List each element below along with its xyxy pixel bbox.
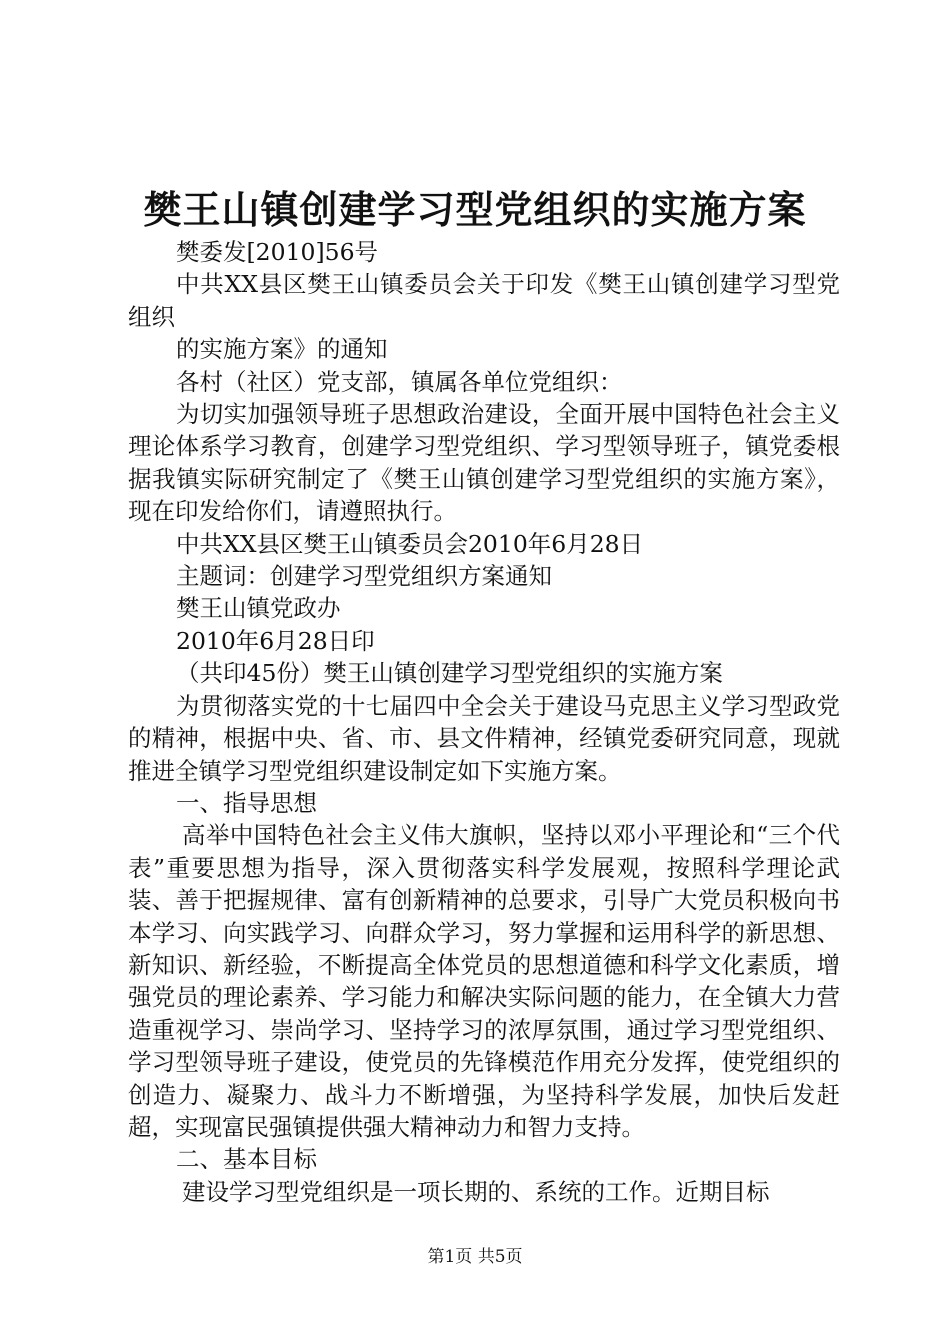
copies-and-plan-title: （共印45份）樊王山镇创建学习型党组织的实施方案 <box>176 659 723 688</box>
print-date: 2010年6月28日印 <box>176 626 375 655</box>
document-body <box>128 236 840 1208</box>
intro-paragraph: 为贯彻落实党的十七届四中全会关于建设马克思主义学习型政党的精神，根据中央、省、市、县文件精神，经镇党委研究同意，现就推进全镇学习型党组织建设制定如下实施方案。 <box>128 691 840 785</box>
section-heading-guiding-thought: 一、指导思想 <box>176 788 317 817</box>
addressee: 各村（社区）党支部，镇属各单位党组织： <box>176 367 623 396</box>
section-heading-basic-goals: 二、基本目标 <box>176 1145 317 1174</box>
notice-body-paragraph: 为切实加强领导班子思想政治建设，全面开展中国特色社会主义理论体系学习教育，创建学习型党组织、学习型领导班子，镇党委根据我镇实际研究制定了《樊王山镇创建学习型党组织的实施方案》，现在印发给你们，请遵照执行。 <box>128 400 840 526</box>
page-number-footer: 第1页 共5页 <box>427 1247 523 1267</box>
basic-goals-paragraph: 建设学习型党组织是一项长期的、系统的工作。近期目标 <box>182 1177 770 1206</box>
issuing-office: 樊王山镇党政办 <box>176 594 341 623</box>
guiding-thought-paragraph: 高举中国特色社会主义伟大旗帜，坚持以邓小平理论和“三个代表”重要思想为指导，深入贯彻落实科学发展观，按照科学理论武装、善于把握规律、富有创新精神的总要求，引导广大党员积极向书本学习、向实践学习、向群众学习，努力掌握和运用科学的新思想、新知识、新经验，不断提高全体党员的思想道德和科学文化素质，增强党员的理论素养、学习能力和解决实际问题的能力，在全镇大力营造重视学习、崇尚学习、坚持学习的浓厚氛围，通过学习型党组织、学习型领导班子建设，使党员的先锋模范作用充分发挥，使党组织的创造力、凝聚力、战斗力不断增强，为坚持科学发展，加快后发赶超，实现富民强镇提供强大精神动力和智力支持。 <box>128 821 840 1141</box>
doc-number: 樊委发[2010]56号 <box>176 238 379 266</box>
issuer-date: 中共XX县区樊王山镇委员会2010年6月28日 <box>176 529 644 558</box>
notice-heading-line-1: 中共XX县区樊王山镇委员会关于印发《樊王山镇创建学习型党组织 <box>128 270 840 331</box>
subject-keywords: 主题词：创建学习型党组织方案通知 <box>176 562 552 591</box>
notice-heading-line-2: 的实施方案》的通知 <box>176 335 388 364</box>
document-title: 樊王山镇创建学习型党组织的实施方案 <box>143 187 807 232</box>
